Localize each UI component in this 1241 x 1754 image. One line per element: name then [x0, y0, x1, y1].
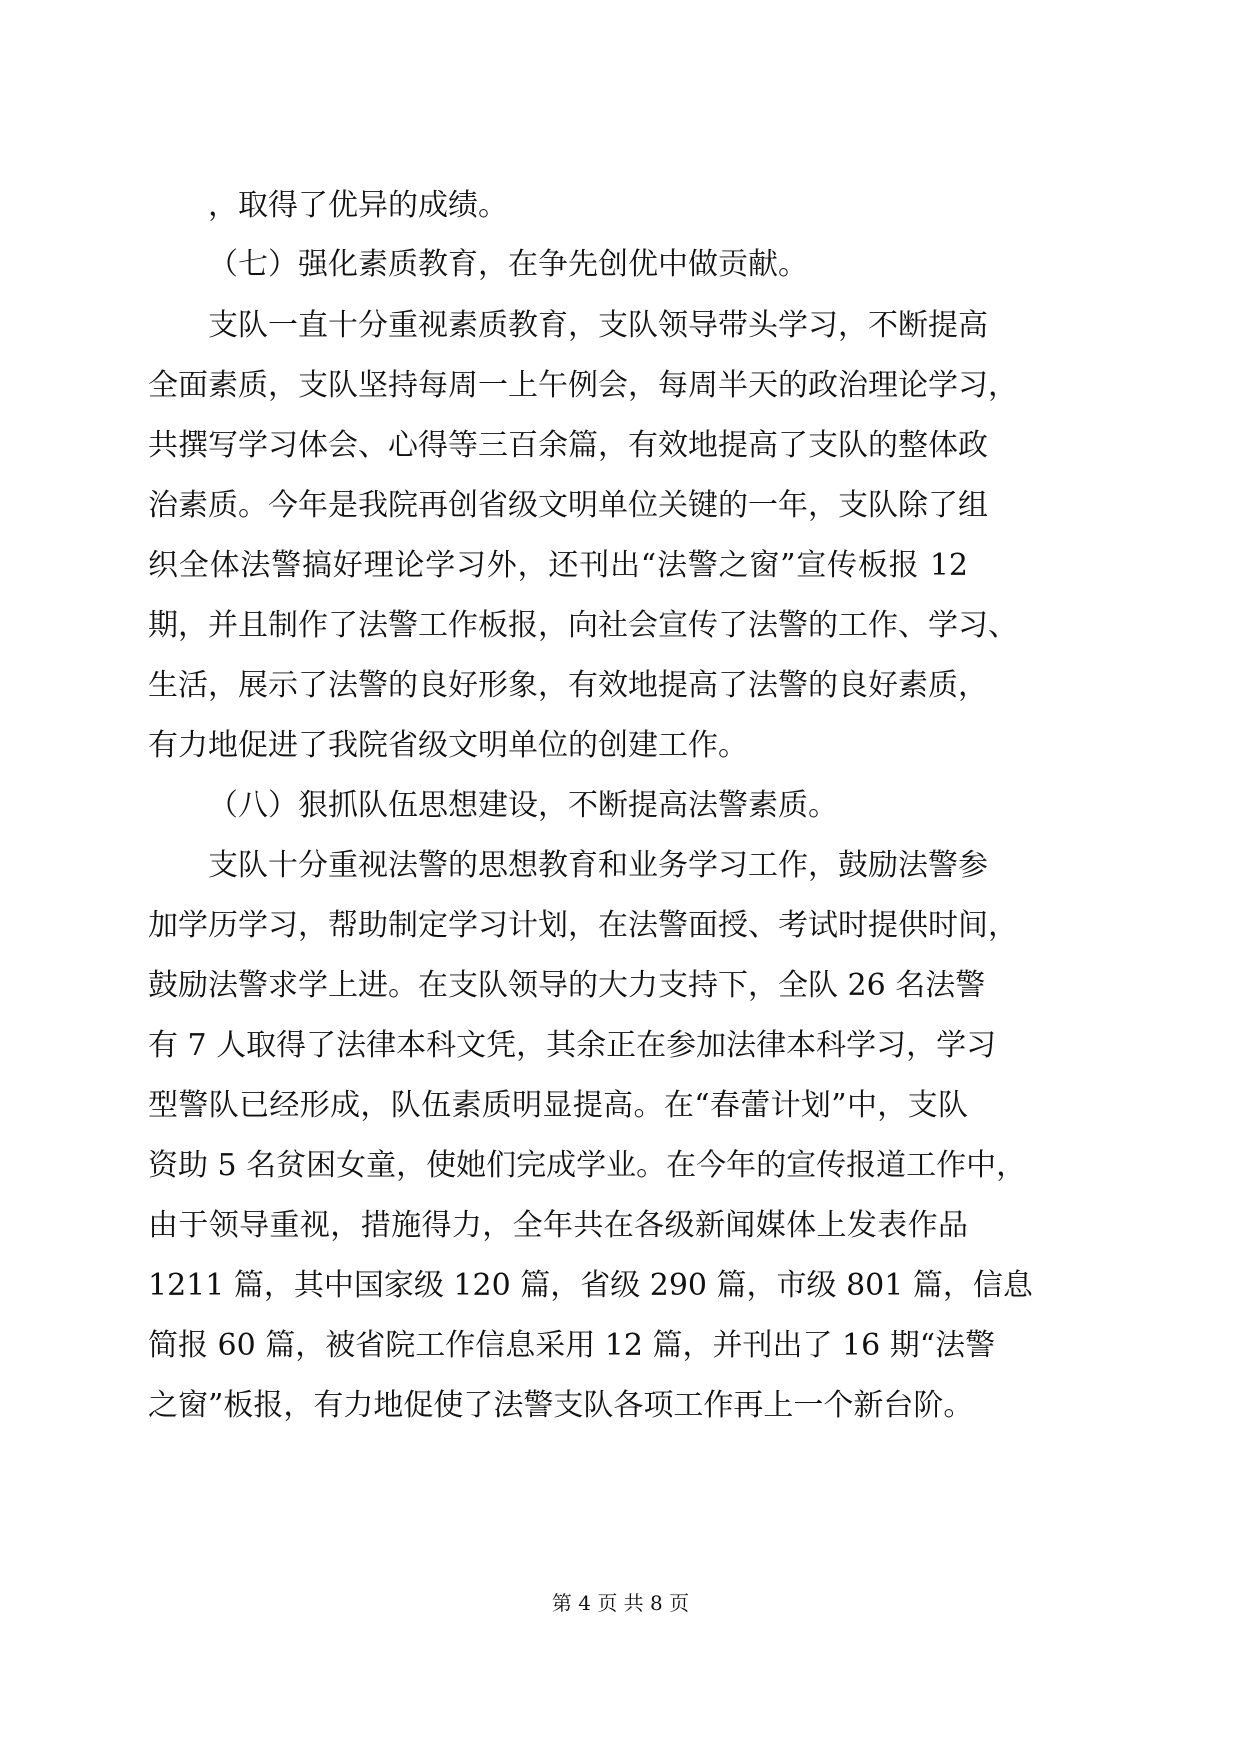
paragraph-line: 期，并且制作了法警工作板报，向社会宣传了法警的工作、学习、: [148, 608, 1018, 643]
section-heading: （七）强化素质教育，在争先创优中做贡献。: [208, 247, 808, 282]
paragraph-line: 有力地促进了我院省级文明单位的创建工作。: [148, 728, 748, 763]
page-number-footer: 第 4 页 共 8 页: [551, 1591, 690, 1615]
paragraph-line: 资助 5 名贫困女童，使她们完成学业。在今年的宣传报道工作中，: [148, 1148, 1027, 1183]
paragraph-line: 支队一直十分重视素质教育，支队领导带头学习，不断提高: [208, 308, 988, 343]
paragraph-line: 1211 篇，其中国家级 120 篇，省级 290 篇，市级 801 篇，信息: [148, 1268, 1033, 1303]
paragraph-line: 鼓励法警求学上进。在支队领导的大力支持下，全队 26 名法警: [148, 968, 986, 1003]
paragraph-line: 由于领导重视，措施得力，全年共在各级新闻媒体上发表作品: [148, 1208, 968, 1243]
paragraph-line: 治素质。今年是我院再创省级文明单位关键的一年，支队除了组: [148, 488, 988, 523]
paragraph-line: ，取得了优异的成绩。: [208, 188, 508, 223]
paragraph-line: 生活，展示了法警的良好形象，有效地提高了法警的良好素质，: [148, 668, 988, 703]
paragraph-line: 织全体法警搞好理论学习外，还刊出“法警之窗”宣传板报 12: [148, 548, 968, 583]
paragraph-line: 之窗”板报，有力地促使了法警支队各项工作再上一个新台阶。: [148, 1388, 974, 1423]
paragraph-line: 支队十分重视法警的思想教育和业务学习工作，鼓励法警参: [208, 848, 988, 883]
paragraph-line: 型警队已经形成，队伍素质明显提高。在“春蕾计划”中，支队: [148, 1088, 968, 1123]
paragraph-line: 共撰写学习体会、心得等三百余篇，有效地提高了支队的整体政: [148, 428, 988, 463]
paragraph-line: 加学历学习，帮助制定学习计划，在法警面授、考试时提供时间，: [148, 908, 1018, 943]
section-heading: （八）狠抓队伍思想建设，不断提高法警素质。: [208, 788, 838, 823]
paragraph-line: 有 7 人取得了法律本科文凭，其余正在参加法律本科学习，学习: [148, 1028, 997, 1063]
paragraph-line: 简报 60 篇，被省院工作信息采用 12 篇，并刊出了 16 期“法警: [148, 1328, 996, 1363]
paragraph-line: 全面素质，支队坚持每周一上午例会，每周半天的政治理论学习，: [148, 368, 1018, 403]
